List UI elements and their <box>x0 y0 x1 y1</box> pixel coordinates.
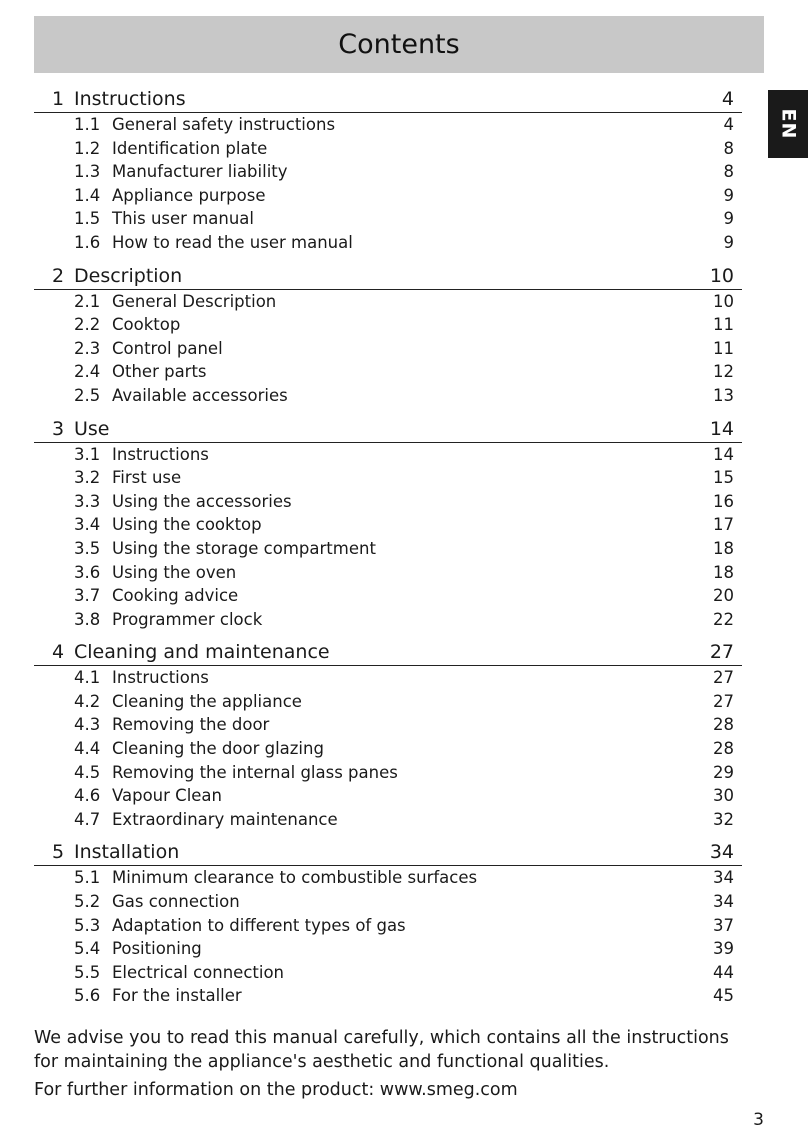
section-title: Cooktop <box>112 315 181 335</box>
section-page: 30 <box>713 786 734 806</box>
section-page: 28 <box>713 739 734 759</box>
section-number: 4.1 <box>74 668 101 688</box>
section-title-group <box>74 466 181 490</box>
section-page: 9 <box>723 185 734 205</box>
section-number: 1.5 <box>74 209 101 229</box>
section-title-group <box>74 313 180 337</box>
section-page: 4 <box>723 115 734 134</box>
toc-section-row[interactable] <box>34 160 742 184</box>
toc-section-row[interactable] <box>34 537 742 561</box>
chapter-number: 2 <box>52 264 65 287</box>
chapter-title-group <box>52 639 330 665</box>
page-number: 3 <box>753 1110 764 1130</box>
toc-section-row[interactable] <box>34 231 742 255</box>
chapter-page: 34 <box>709 841 734 864</box>
toc-section-row[interactable] <box>34 984 742 1008</box>
toc-section-row[interactable] <box>34 584 742 608</box>
section-title: Positioning <box>112 939 202 959</box>
toc-section-row[interactable] <box>34 866 742 890</box>
section-number: 3.8 <box>74 609 101 629</box>
section-number: 5.6 <box>74 986 101 1006</box>
section-title: How to read the user manual <box>112 232 353 252</box>
section-title-group <box>74 666 209 690</box>
toc-section-row[interactable] <box>34 937 742 961</box>
section-number: 4.7 <box>74 809 101 829</box>
section-title-group <box>74 561 236 585</box>
section-page: 18 <box>713 562 734 582</box>
section-title: Appliance purpose <box>112 185 266 205</box>
section-number: 4.5 <box>74 762 101 782</box>
toc-chapter-heading[interactable] <box>34 86 742 113</box>
section-title: Using the storage compartment <box>112 538 376 558</box>
section-title: Instructions <box>112 668 209 688</box>
section-title-group <box>74 984 242 1008</box>
section-title: Programmer clock <box>112 609 263 629</box>
toc-section-row[interactable] <box>34 443 742 467</box>
toc-section-row[interactable] <box>34 513 742 537</box>
toc-chapter-heading[interactable] <box>34 839 742 866</box>
section-title-group <box>74 914 406 938</box>
section-number: 3.2 <box>74 468 101 488</box>
section-title: Manufacturer liability <box>112 162 288 182</box>
section-page: 11 <box>713 338 734 358</box>
section-title: Gas connection <box>112 892 240 912</box>
section-title: Vapour Clean <box>112 786 222 806</box>
section-title: Using the accessories <box>112 491 292 511</box>
chapter-number: 4 <box>52 641 65 664</box>
toc-section-row[interactable] <box>34 608 742 632</box>
section-title-group <box>74 961 284 985</box>
section-title: First use <box>112 468 182 488</box>
section-page: 27 <box>713 668 734 688</box>
section-title: General safety instructions <box>112 115 336 134</box>
section-title: Minimum clearance to combustible surfaces <box>112 868 478 888</box>
section-title-group <box>74 290 276 314</box>
language-label: EN <box>776 108 799 140</box>
section-title-group <box>74 890 240 914</box>
chapter-page: 4 <box>721 88 734 110</box>
section-number: 5.2 <box>74 892 101 912</box>
section-page: 17 <box>713 515 734 535</box>
chapter-title-group <box>52 86 186 112</box>
section-title: Control panel <box>112 338 223 358</box>
section-page: 16 <box>713 491 734 511</box>
section-title-group <box>74 584 238 608</box>
section-number: 4.2 <box>74 691 101 711</box>
section-title: Using the oven <box>112 562 237 582</box>
section-title-group <box>74 231 353 255</box>
section-title-group <box>74 184 265 208</box>
chapter-page: 10 <box>709 264 734 287</box>
section-title-group <box>74 761 398 785</box>
section-number: 3.1 <box>74 444 101 464</box>
section-title: Available accessories <box>112 385 288 405</box>
section-title: Using the cooktop <box>112 515 262 535</box>
chapter-title: Cleaning and maintenance <box>74 641 330 664</box>
section-title: Electrical connection <box>112 962 284 982</box>
advice-text: We advise you to read this manual carefully, which contains all the instructions for maintaining the appliance's aesthetic and functional qualities. <box>34 1028 729 1072</box>
section-title-group <box>74 513 262 537</box>
section-number: 4.6 <box>74 786 101 806</box>
section-page: 10 <box>713 291 734 311</box>
section-title: Extraordinary maintenance <box>112 809 338 829</box>
section-title-group <box>74 608 262 632</box>
chapter-number: 1 <box>52 88 65 110</box>
section-page: 8 <box>723 162 734 182</box>
section-number: 2.2 <box>74 315 101 335</box>
section-page: 45 <box>713 986 734 1006</box>
section-number: 5.1 <box>74 868 101 888</box>
toc-section-row[interactable] <box>34 490 742 514</box>
section-title: General Description <box>112 291 277 311</box>
section-page: 13 <box>713 385 734 405</box>
section-title-group <box>74 337 223 361</box>
toc-chapter <box>34 263 742 408</box>
section-number: 1.1 <box>74 115 101 134</box>
toc-chapter-heading[interactable] <box>34 416 742 443</box>
toc-chapter <box>34 416 742 632</box>
toc-section-row[interactable] <box>34 890 742 914</box>
toc-section-row[interactable] <box>34 561 742 585</box>
section-title: Identification plate <box>112 138 268 158</box>
section-page: 34 <box>713 868 734 888</box>
section-title: Other parts <box>112 362 207 382</box>
toc-section-row[interactable] <box>34 784 742 808</box>
section-number: 1.3 <box>74 162 101 182</box>
section-page: 14 <box>713 444 734 464</box>
section-number: 2.4 <box>74 362 101 382</box>
section-page: 20 <box>713 586 734 606</box>
section-number: 3.4 <box>74 515 101 535</box>
section-title-group <box>74 360 207 384</box>
section-title-group <box>74 384 288 408</box>
section-title-group <box>74 443 209 467</box>
toc-section-row[interactable] <box>34 761 742 785</box>
section-number: 4.4 <box>74 739 101 759</box>
toc-section-row[interactable] <box>34 666 742 690</box>
section-title-group <box>74 207 254 231</box>
section-number: 5.3 <box>74 915 101 935</box>
info-text: For further information on the product: www.smeg.com <box>34 1080 518 1100</box>
section-title-group <box>74 537 376 561</box>
toc-section-row[interactable] <box>34 466 742 490</box>
section-page: 8 <box>723 138 734 158</box>
toc-section-row[interactable] <box>34 808 742 832</box>
toc-chapter-heading[interactable] <box>34 639 742 666</box>
section-page: 11 <box>713 315 734 335</box>
toc-section-row[interactable] <box>34 313 742 337</box>
section-number: 3.6 <box>74 562 101 582</box>
section-number: 1.2 <box>74 138 101 158</box>
toc-section-row[interactable] <box>34 184 742 208</box>
section-title-group <box>74 690 302 714</box>
table-of-contents <box>34 86 742 1016</box>
section-page: 9 <box>723 232 734 252</box>
chapter-page: 27 <box>709 641 734 664</box>
section-title: Cleaning the door glazing <box>112 739 324 759</box>
section-page: 18 <box>713 538 734 558</box>
section-title-group <box>74 808 338 832</box>
section-page: 37 <box>713 915 734 935</box>
section-number: 2.1 <box>74 291 101 311</box>
section-page: 22 <box>713 609 734 629</box>
section-number: 1.4 <box>74 185 101 205</box>
section-title: For the installer <box>112 986 242 1006</box>
toc-section-row[interactable] <box>34 337 742 361</box>
toc-section-row[interactable] <box>34 137 742 161</box>
toc-chapter-heading[interactable] <box>34 263 742 290</box>
section-number: 3.3 <box>74 491 101 511</box>
toc-section-row[interactable] <box>34 207 742 231</box>
section-title-group <box>74 937 202 961</box>
section-title-group <box>74 737 324 761</box>
chapter-title-group <box>52 416 110 442</box>
toc-chapter <box>34 86 742 255</box>
section-title: Cooking advice <box>112 586 239 606</box>
toc-section-row[interactable] <box>34 713 742 737</box>
footer-notes <box>34 1026 754 1106</box>
section-number: 5.5 <box>74 962 101 982</box>
section-title: Instructions <box>112 444 209 464</box>
chapter-title-group <box>52 263 182 289</box>
toc-section-row[interactable] <box>34 690 742 714</box>
section-page: 34 <box>713 892 734 912</box>
section-page: 28 <box>713 715 734 735</box>
chapter-page: 14 <box>709 417 734 440</box>
contents-title-bar <box>34 16 764 73</box>
section-number: 2.3 <box>74 338 101 358</box>
section-number: 5.4 <box>74 939 101 959</box>
language-tab <box>768 90 808 158</box>
section-page: 15 <box>713 468 734 488</box>
section-page: 32 <box>713 809 734 829</box>
toc-section-row[interactable] <box>34 360 742 384</box>
section-page: 44 <box>713 962 734 982</box>
section-title: This user manual <box>112 209 254 229</box>
section-title-group <box>74 866 477 890</box>
chapter-title: Instructions <box>74 88 186 110</box>
section-title: Removing the internal glass panes <box>112 762 398 782</box>
section-number: 3.7 <box>74 586 101 606</box>
section-title: Cleaning the appliance <box>112 691 302 711</box>
toc-section-row[interactable] <box>34 113 742 137</box>
section-number: 4.3 <box>74 715 101 735</box>
section-number: 1.6 <box>74 232 101 252</box>
section-title: Adaptation to different types of gas <box>112 915 406 935</box>
chapter-number: 3 <box>52 417 65 440</box>
toc-section-row[interactable] <box>34 384 742 408</box>
section-title-group <box>74 137 267 161</box>
chapter-title: Installation <box>74 841 180 864</box>
section-page: 27 <box>713 691 734 711</box>
chapter-title: Use <box>74 417 110 440</box>
section-title: Removing the door <box>112 715 270 735</box>
section-page: 9 <box>723 209 734 229</box>
section-title-group <box>74 784 222 808</box>
chapter-number: 5 <box>52 841 65 864</box>
section-title-group <box>74 490 292 514</box>
section-title-group <box>74 160 288 184</box>
chapter-title-group <box>52 839 179 865</box>
toc-section-row[interactable] <box>34 737 742 761</box>
section-title-group <box>74 113 335 137</box>
section-number: 2.5 <box>74 385 101 405</box>
toc-chapter <box>34 639 742 831</box>
section-title-group <box>74 713 269 737</box>
toc-chapter <box>34 839 742 1008</box>
page-title: Contents <box>338 29 460 60</box>
toc-section-row[interactable] <box>34 961 742 985</box>
section-page: 29 <box>713 762 734 782</box>
section-page: 39 <box>713 939 734 959</box>
section-number: 3.5 <box>74 538 101 558</box>
toc-section-row[interactable] <box>34 290 742 314</box>
chapter-title: Description <box>74 264 183 287</box>
toc-section-row[interactable] <box>34 914 742 938</box>
section-page: 12 <box>713 362 734 382</box>
